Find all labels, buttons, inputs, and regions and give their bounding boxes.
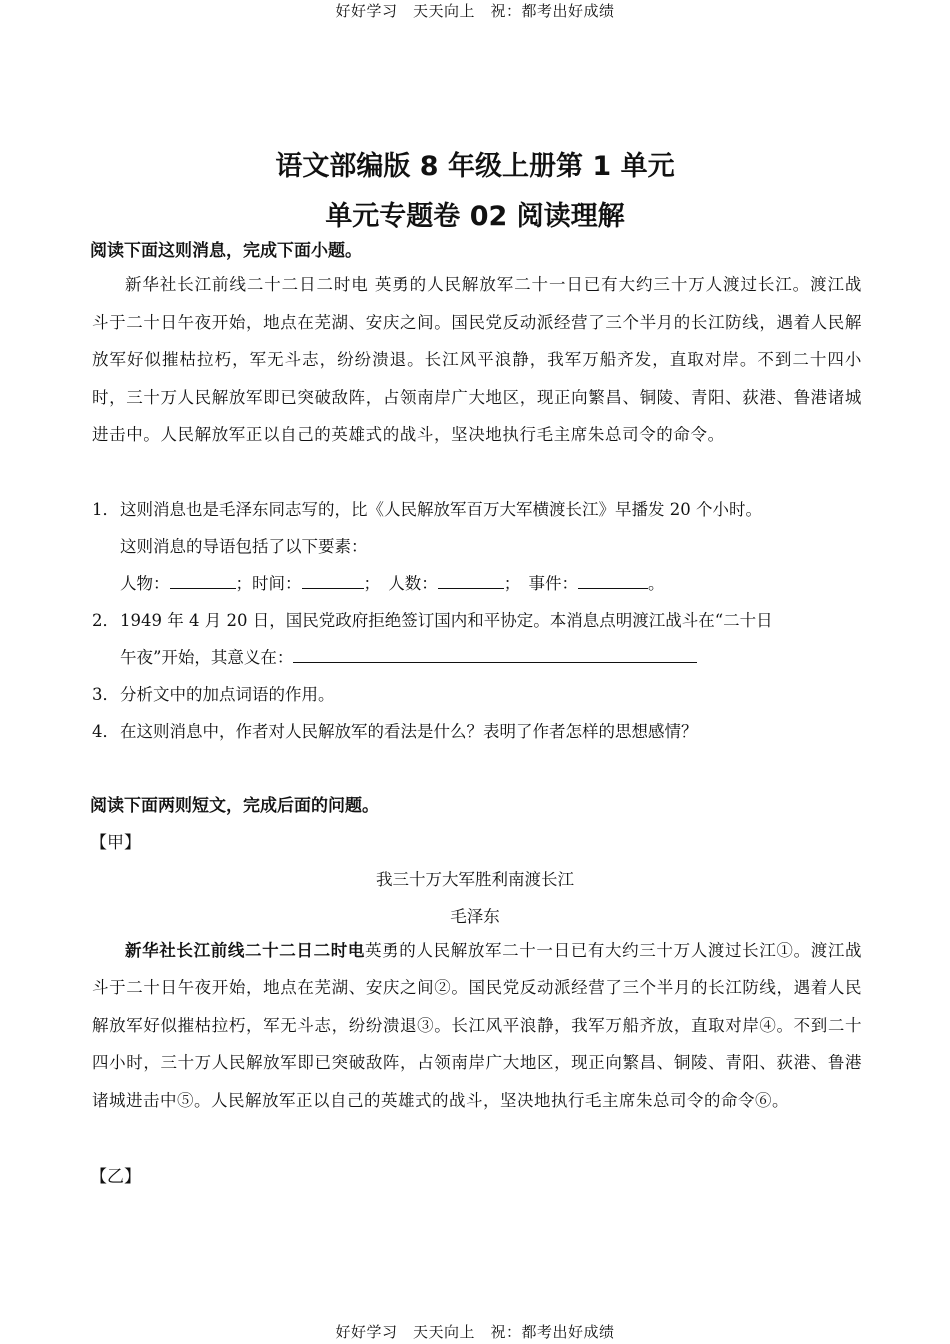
q1-blanks — [92, 565, 872, 602]
label-jia: 【甲】 — [90, 833, 141, 853]
q1-time-label: ；时间： — [235, 574, 302, 593]
q4-number: 4． — [92, 722, 119, 741]
q4-text: 在这则消息中，作者对人民解放军的看法是什么？表明了作者怎样的思想感情？ — [120, 722, 698, 741]
q1-text: 这则消息也是毛泽东同志写的，比《人民解放军百万大军横渡长江》早播发 20 个小时。 — [120, 500, 762, 519]
q3-number: 3． — [92, 685, 119, 704]
section1-instruction: 阅读下面这则消息，完成下面小题。 — [90, 241, 362, 261]
section1-passage — [92, 266, 862, 454]
article-body — [92, 932, 862, 1119]
q1-event-blank[interactable] — [578, 572, 648, 589]
passage-text: 新华社长江前线二十二日二时电 英勇的人民解放军二十一日已有大约三十万人渡过长江。渡江战斗于二十日午夜开始，地点在芜湖、安庆之间。国民党反动派经营了三个半月的长江防线，遇着人民解放军好似摧枯拉朽，军无斗志，纷纷溃退。长江风平浪静，我军万船齐发，直取对岸。不到二十四小时，三十万人民解放军即已突破敌阵，占领南岸广大地区，现正向繁昌、铜陵、青阳、荻港、鲁港诸城进击中。人民解放军正以自己的英雄式的战斗，坚决地执行毛主席朱总司令的命令。 — [92, 275, 862, 445]
q2-line2: 午夜”开始，其意义在： — [120, 648, 294, 667]
q1-people-label: 人物： — [120, 574, 170, 593]
page-header: 好好学习 天天向上 祝：都考出好成绩 — [335, 2, 615, 20]
q1-time-blank[interactable] — [302, 572, 364, 589]
article-title: 我三十万大军胜利南渡长江 — [376, 870, 574, 889]
q3-text: 分析文中的加点词语的作用。 — [120, 685, 335, 704]
q2-answer-blank[interactable] — [293, 646, 697, 663]
document-subtitle: 单元专题卷 02 阅读理解 — [325, 201, 625, 232]
q2-number: 2． — [92, 611, 119, 630]
page-footer: 好好学习 天天向上 祝：都考出好成绩 — [335, 1323, 615, 1341]
q1-line2: 这则消息的导语包括了以下要素： — [120, 537, 368, 556]
q1-count-label: ； 人数： — [363, 574, 438, 593]
document-title: 语文部编版 8 年级上册第 1 单元 — [275, 151, 675, 182]
question-3 — [92, 676, 872, 713]
question-4 — [92, 713, 872, 750]
question-2 — [92, 602, 872, 676]
q1-end: 。 — [648, 574, 665, 593]
q1-people-blank[interactable] — [170, 572, 236, 589]
article-lead: 新华社长江前线二十二日二时电 — [125, 941, 365, 960]
article-text: 英勇的人民解放军二十一日已有大约三十万人渡过长江①。渡江战斗于二十日午夜开始，地点在芜湖、安庆之间②。国民党反动派经营了三个半月的长江防线，遇着人民解放军好似摧枯拉朽，军无斗志，纷纷溃退③。长江风平浪静，我军万船齐放，直取对岸④。不到二十四小时，三十万人民解放军即已突破敌阵，占领南岸广大地区，现正向繁昌、铜陵、青阳、荻港、鲁港诸城进击中⑤。人民解放军正以自己的英雄式的战斗，坚决地执行毛主席朱总司令的命令⑥。 — [92, 941, 863, 1110]
label-yi: 【乙】 — [90, 1167, 141, 1187]
q1-event-label: ； 事件： — [503, 574, 578, 593]
question-1 — [92, 491, 872, 602]
q1-count-blank[interactable] — [438, 572, 504, 589]
q2-text: 1949 年 4 月 20 日，国民党政府拒绝签订国内和平协定。本消息点明渡江战斗在“二十日 — [120, 611, 773, 630]
section2-instruction: 阅读下面两则短文，完成后面的问题。 — [90, 796, 379, 816]
q1-number: 1． — [92, 500, 119, 519]
article-author: 毛泽东 — [450, 907, 500, 926]
